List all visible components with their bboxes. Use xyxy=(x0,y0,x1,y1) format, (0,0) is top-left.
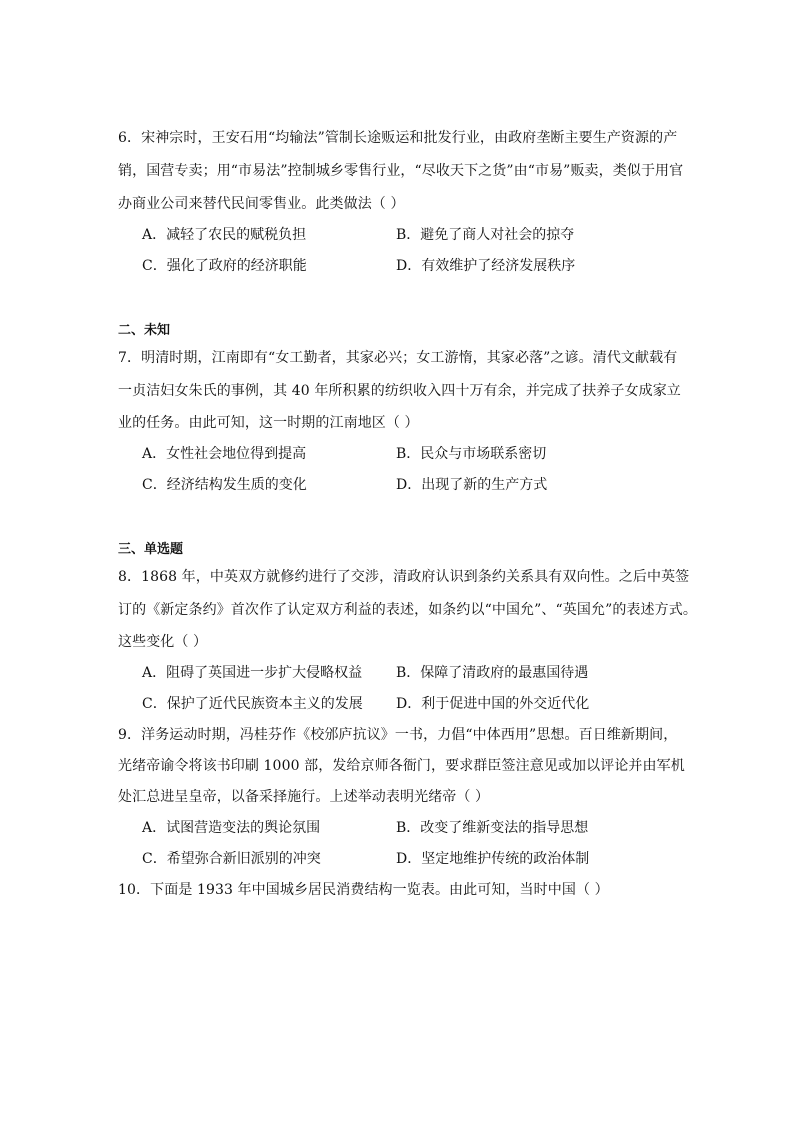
question-9-line-1: 9．洋务运动时期，冯桂芬作《校邠庐抗议》一书，力倡“中体西用”思想。百日维新期间， xyxy=(118,727,678,743)
question-7-option-d: D．出现了新的生产方式 xyxy=(396,477,548,493)
question-9-line-2: 光绪帝谕令将该书印刷 1000 部，发给京师各衙门，要求群臣签注意见或加以评论并由军机 xyxy=(118,758,685,774)
question-10-line-1: 10．下面是 1933 年中国城乡居民消费结构一览表。由此可知，当时中国（ ） xyxy=(118,882,609,898)
question-6-line-1: 6．宋神宗时，王安石用“均输法”管制长途贩运和批发行业，由政府垄断主要生产资源的产 xyxy=(118,130,678,146)
question-6-line-2: 销，国营专卖；用“市易法”控制城乡零售行业，“尽收天下之货”由“市易”贩卖，类似于用官 xyxy=(118,163,684,179)
question-6-line-3: 办商业公司来替代民间零售业。此类做法（ ） xyxy=(118,196,405,212)
question-9-option-d: D．坚定地维护传统的政治体制 xyxy=(396,851,590,867)
question-7-line-1: 7．明清时期，江南即有“女工勤者，其家必兴；女工游惰，其家必落”之谚。清代文献载有 xyxy=(118,350,678,366)
section-heading-3: 三、单选题 xyxy=(118,542,184,557)
question-7-option-b: B．民众与市场联系密切 xyxy=(396,446,547,462)
question-6-option-d: D．有效维护了经济发展秩序 xyxy=(396,258,576,274)
section-heading-2: 二、未知 xyxy=(118,323,171,338)
question-8-option-b: B．保障了清政府的最惠国待遇 xyxy=(396,665,589,681)
question-8-option-a: A．阻碍了英国进一步扩大侵略权益 xyxy=(142,665,363,681)
question-7-option-c: C．经济结构发生质的变化 xyxy=(142,477,307,493)
question-9-option-c: C．希望弥合新旧派别的冲突 xyxy=(142,851,321,867)
question-8-option-c: C．保护了近代民族资本主义的发展 xyxy=(142,696,363,712)
question-9-option-a: A．试图营造变法的舆论氛围 xyxy=(142,820,321,836)
question-8-option-d: D．利于促进中国的外交近代化 xyxy=(396,696,590,712)
question-7-line-3: 业的任务。由此可知，这一时期的江南地区（ ） xyxy=(118,415,419,431)
question-9-option-b: B．改变了维新变法的指导思想 xyxy=(396,820,589,836)
question-9-line-3: 处汇总进呈皇帝，以备采择施行。上述举动表明光绪帝（ ） xyxy=(118,789,490,805)
question-8-line-3: 这些变化（ ） xyxy=(118,634,208,650)
question-6-option-b: B．避免了商人对社会的掠夺 xyxy=(396,227,575,243)
question-6-option-a: A．减轻了农民的赋税负担 xyxy=(142,227,307,243)
question-8-line-1: 8．1868 年，中英双方就修约进行了交涉，清政府认识到条约关系具有双向性。之后中英签 xyxy=(118,569,690,585)
question-6-option-c: C．强化了政府的经济职能 xyxy=(142,258,307,274)
question-8-line-2: 订的《新定条约》首次作了认定双方利益的表述，如条约以“中国允”、“英国允”的表述方式。 xyxy=(118,602,697,618)
question-7-line-2: 一贞洁妇女朱氏的事例，其 40 年所积累的纺织收入四十万有余，并完成了扶养子女成家立 xyxy=(118,383,681,399)
question-7-option-a: A．女性社会地位得到提高 xyxy=(142,446,307,462)
